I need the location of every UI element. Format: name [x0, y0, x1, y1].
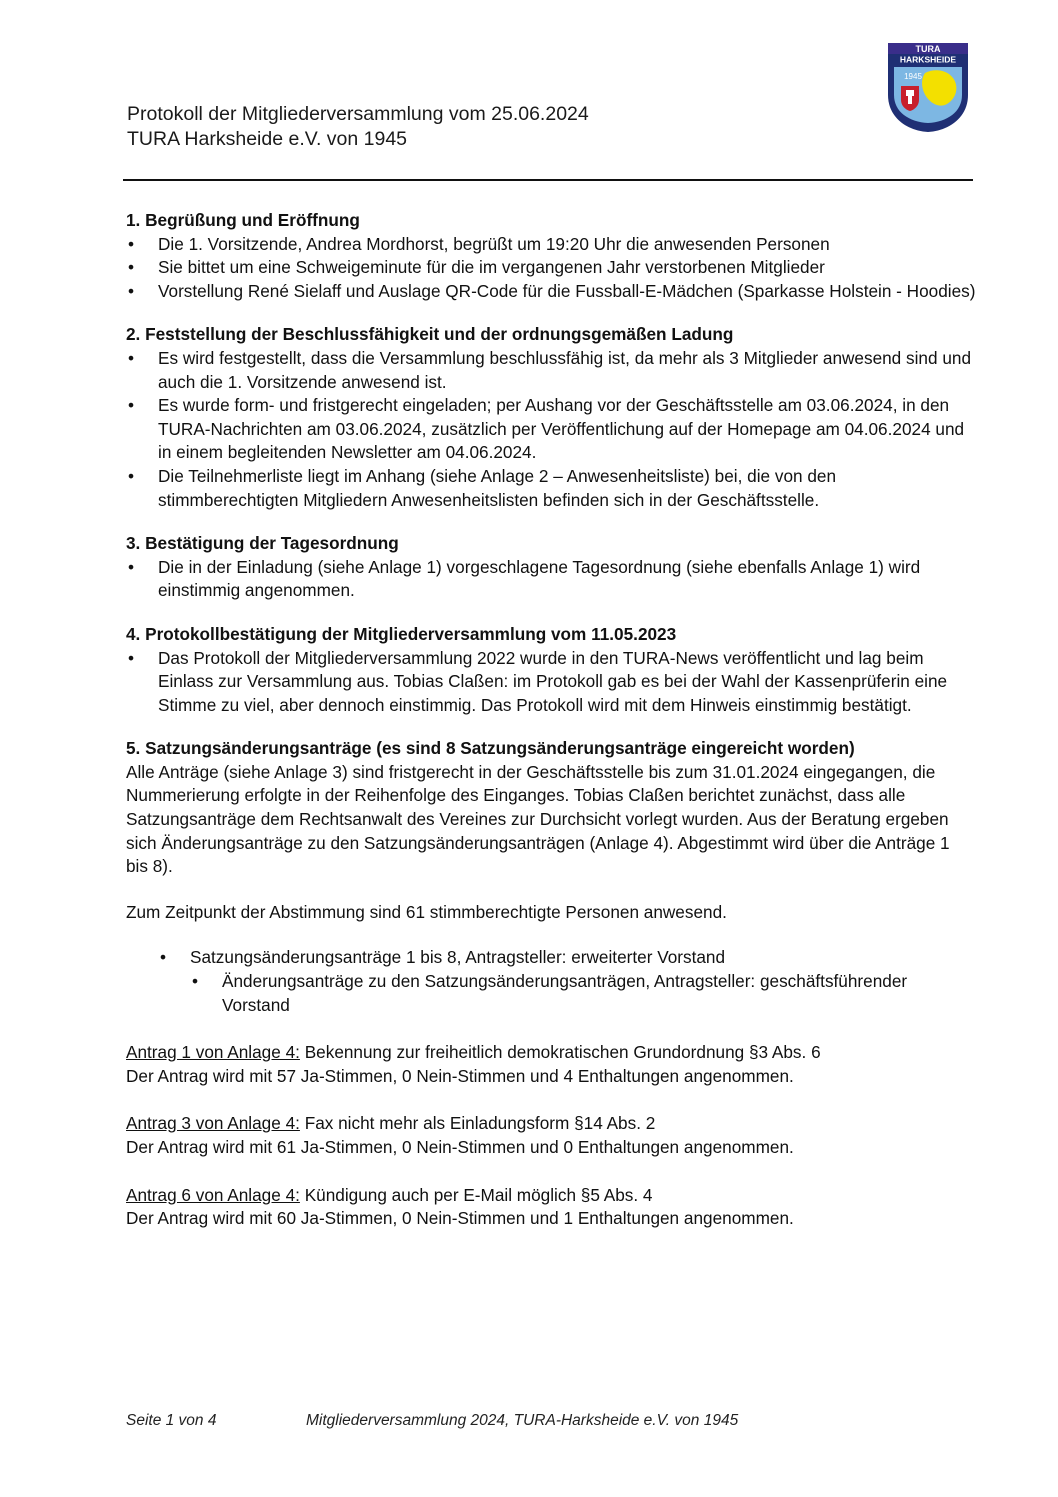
list-item-text: Satzungsänderungsanträge 1 bis 8, Antragsteller: erweiterter Vorstand	[190, 947, 726, 968]
antrag-subject: Kündigung auch per E-Mail möglich §5 Abs. 4	[299, 1184, 653, 1205]
document-body	[126, 209, 976, 1251]
antrag-block	[126, 1184, 976, 1231]
list-item: • Die 1. Vorsitzende, Andrea Mordhorst, begrüßt um 19:20 Uhr die anwesenden Personen	[126, 233, 976, 257]
bullet-list	[126, 647, 976, 718]
club-logo	[885, 40, 971, 134]
list-item: • Es wird festgestellt, dass die Versammlung beschlussfähig ist, da mehr als 3 Mitglieder anwesend sind und auch die 1. Vorsitzende anwesend ist.	[126, 347, 976, 394]
list-item: • Die in der Einladung (siehe Anlage 1) vorgeschlagene Tagesordnung (siehe ebenfalls Anlage 1) wird einstimmig angenommen.	[126, 556, 976, 603]
section-heading: 3. Bestätigung der Tagesordnung	[126, 533, 399, 554]
section-2	[126, 323, 976, 512]
antrag-label: Antrag 1 von Anlage 4:	[126, 1042, 300, 1063]
motion-list	[158, 946, 976, 1017]
list-item: • Vorstellung René Sielaff und Auslage QR-Code für die Fussball-E-Mädchen (Sparkasse Holstein - Hoodies)	[126, 280, 976, 304]
antrag-result: Der Antrag wird mit 57 Ja-Stimmen, 0 Nein-Stimmen und 4 Enthaltungen angenommen.	[126, 1065, 794, 1086]
list-item: • Sie bittet um eine Schweigeminute für die im vergangenen Jahr verstorbenen Mitglieder	[126, 256, 976, 280]
list-item: • Änderungsanträge zu den Satzungsänderungsanträgen, Antragsteller: geschäftsführender Vorstand	[190, 970, 976, 1017]
list-item: • Es wurde form- und fristgerecht eingeladen; per Aushang vor der Geschäftsstelle am 03.06.2024, in den TURA-Nachrichten am 03.06.2024, zusätzlich per Veröffentlichung auf der Homepage am 04.06.2024 und in einem begleitenden Newsletter am 04.06.2024.	[126, 394, 976, 465]
logo-name-top: TURA	[915, 44, 941, 54]
antrag-block	[126, 1041, 976, 1088]
bullet-list	[126, 233, 976, 304]
header-title: Protokoll der Mitgliederversammlung vom 25.06.2024	[127, 103, 589, 125]
antrag-block	[126, 1112, 976, 1159]
section-heading: 1. Begrüßung und Eröffnung	[126, 210, 360, 230]
footer-text: Mitgliederversammlung 2024, TURA-Harksheide e.V. von 1945	[306, 1412, 739, 1429]
antrag-result: Der Antrag wird mit 61 Ja-Stimmen, 0 Nein-Stimmen und 0 Enthaltungen angenommen.	[126, 1137, 794, 1157]
header-divider	[123, 179, 973, 181]
antrag-label: Antrag 3 von Anlage 4:	[126, 1113, 300, 1134]
attendance-note: Zum Zeitpunkt der Abstimmung sind 61 stimmberechtigte Personen anwesend.	[126, 901, 727, 922]
list-item: • Die Teilnehmerliste liegt im Anhang (siehe Anlage 2 – Anwesenheitsliste) bei, die von den stimmberechtigten Mitgliedern Anwesenheitslisten befinden sich in der Geschäftsstelle.	[126, 465, 976, 512]
section-3	[126, 532, 976, 603]
logo-year: 1945	[904, 72, 922, 81]
list-item: • Das Protokoll der Mitgliederversammlung 2022 wurde in den TURA-News veröffentlicht und lag beim Einlass zur Versammlung aus. Tobias Claßen: im Protokoll gab es bei der Wahl der Kassenprüferin eine Stimme zu viel, aber dennoch einstimmig. Das Protokoll wird mit dem Hinweis einstimmig bestätigt.	[126, 647, 976, 718]
antrag-subject: Fax nicht mehr als Einladungsform §14 Abs. 2	[299, 1113, 656, 1134]
section-heading: 2. Feststellung der Beschlussfähigkeit und der ordnungsgemäßen Ladung	[126, 324, 734, 345]
page-number: Seite 1 von 4	[126, 1412, 217, 1429]
section-1	[126, 209, 976, 303]
section-heading: 5. Satzungsänderungsanträge (es sind 8 Satzungsänderungsanträge eingereicht worden)	[126, 738, 855, 759]
bullet-list	[126, 556, 976, 603]
header-subtitle: TURA Harksheide e.V. von 1945	[127, 128, 408, 150]
section-heading: 4. Protokollbestätigung der Mitgliederversammlung vom 11.05.2023	[126, 623, 677, 644]
section-5	[126, 737, 976, 1231]
sub-list	[190, 970, 976, 1017]
antrag-result: Der Antrag wird mit 60 Ja-Stimmen, 0 Nein-Stimmen und 1 Enthaltungen angenommen.	[126, 1208, 794, 1229]
document-header	[127, 102, 589, 152]
section-4	[126, 623, 976, 717]
antrag-label: Antrag 6 von Anlage 4:	[126, 1184, 300, 1205]
logo-name-bottom: HARKSHEIDE	[899, 54, 957, 65]
list-item	[158, 946, 976, 1017]
bullet-list	[126, 347, 976, 512]
section-paragraph: Alle Anträge (siehe Anlage 3) sind fristgerecht in der Geschäftsstelle bis zum 31.01.2024 eingegangen, die Nummerierung erfolgte in der Reihenfolge des Einganges. Tobias Claßen berichtet zunächst, dass alle Satzungsanträge dem Rechtsanwalt des Vereines zur Durchsicht vorlegt wurden. Aus der Beratung ergeben sich Änderungsanträge zu den Satzungsänderungsanträgen (Anlage 4). Abgestimmt wird über die Anträge 1 bis 8).	[126, 761, 950, 877]
antrag-subject: Bekennung zur freiheitlich demokratischen Grundordnung §3 Abs. 6	[299, 1042, 821, 1063]
